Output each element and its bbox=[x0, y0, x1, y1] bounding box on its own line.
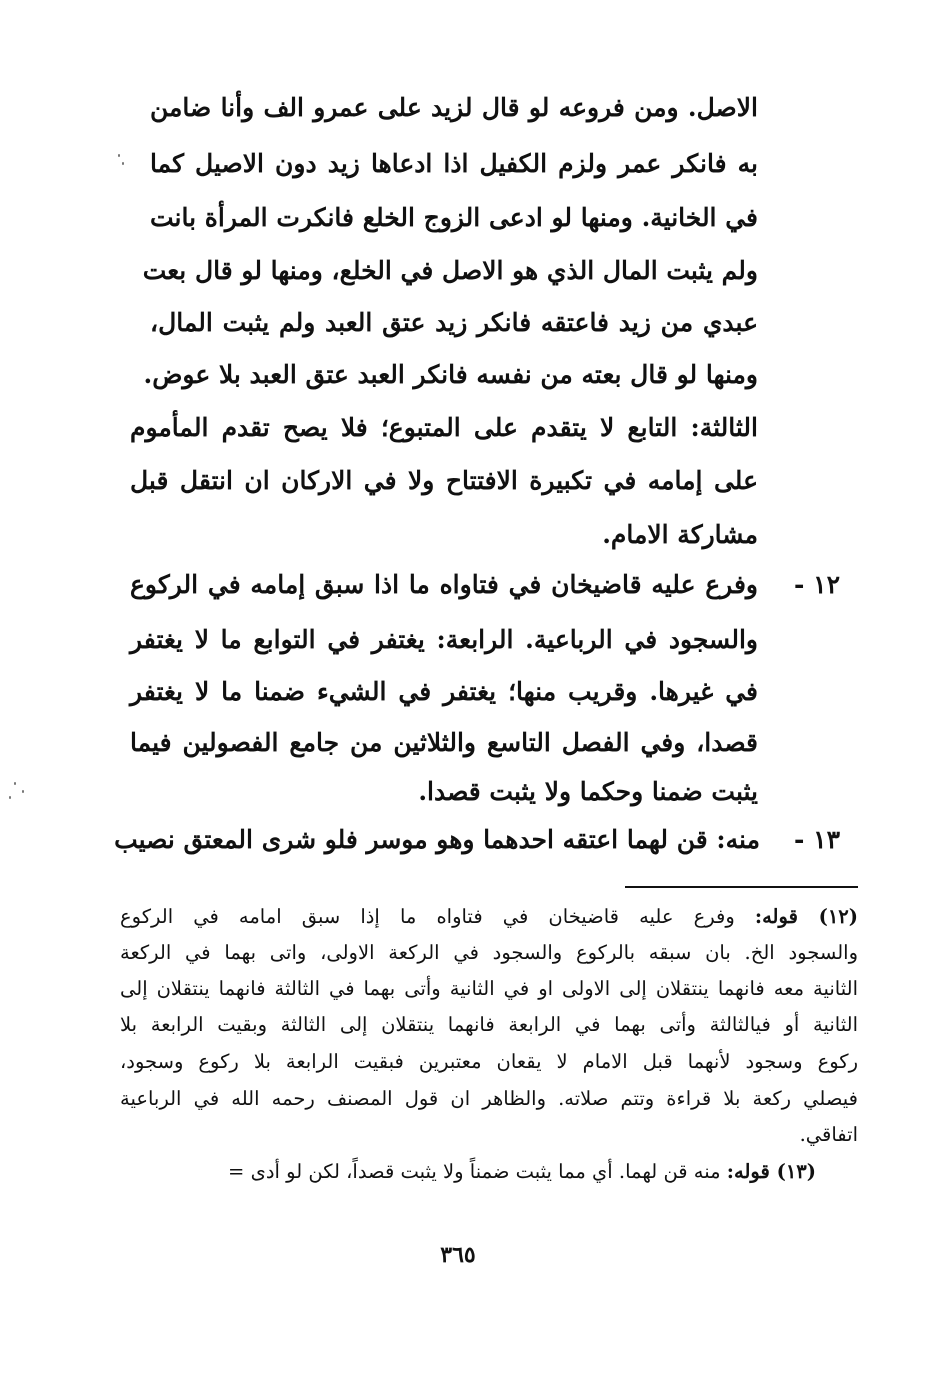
main-line-12: في غيرها. وقريب منها؛ يغتفر في الشيء ضمنا ما لا يغتفر bbox=[130, 677, 758, 706]
main-line-14: يثبت ضمنا وحكما ولا يثبت قصدا. bbox=[418, 777, 758, 806]
main-line-7: الثالثة: التابع لا يتقدم على المتبوع؛ فلا يصح تقدم المأموم bbox=[130, 413, 758, 442]
footnote-12-line-6: فيصلي ركعة بلا قراءة وتتم صلاته. والظاهر ان قول المصنف رحمه الله في الرباعية bbox=[120, 1087, 858, 1110]
main-line-2: به فانكر عمر ولزم الكفيل اذا ادعاها زيد دون الاصيل كما bbox=[150, 149, 758, 178]
footnote-13-label: (١٣) قوله: bbox=[726, 1160, 816, 1183]
footnote-12-label: (١٢) قوله: bbox=[754, 905, 859, 928]
footnote-12-line-5: ركوع وسجود لأنهما قبل الامام لا يقعان معتبرين فبقيت الرابعة بلا ركوع وسجود، bbox=[120, 1050, 858, 1073]
footnote-12-line-3: الثانية معه فانهما ينتقلان إلى الاولى او في الثانية وأتى بهما في الثالثة فانهما ينتقلان إلى bbox=[120, 977, 858, 1000]
footnote-12-line-4: الثانية أو فيالثالثة وأتى بهما في الرابعة فانهما ينتقلان إلى الثالثة وبقيت الرابعة بلا bbox=[120, 1013, 858, 1036]
footnote-12-line-2: والسجود الخ. بان سبقه بالركوع والسجود في الركعة الاولى، واتى بهما في الركعة bbox=[120, 941, 858, 964]
scan-speck bbox=[118, 154, 120, 157]
main-line-15: منه: قن لهما اعتقه احدهما وهو موسر فلو شرى المعتق نصيب bbox=[114, 825, 760, 854]
main-line-3: في الخانية. ومنها لو ادعى الزوج الخلع فانكرت المرأة بانت bbox=[149, 203, 758, 232]
footnote-12-line-1 bbox=[120, 902, 858, 932]
main-line-10: وفرع عليه قاضيخان في فتاواه ما اذا سبق إمامه في الركوع bbox=[130, 570, 758, 599]
footnote-separator bbox=[625, 886, 858, 888]
footnote-13-text: منه قن لهما. أي مما يثبت ضمناً ولا يثبت قصداً، لكن لو أدى = bbox=[228, 1160, 721, 1183]
main-line-11: والسجود في الرباعية. الرابعة: يغتفر في التوابع ما لا يغتفر bbox=[130, 625, 758, 654]
page-number: ٣٦٥ bbox=[440, 1242, 476, 1268]
item-number-13: ١٣ - bbox=[794, 825, 840, 854]
scan-speck bbox=[122, 162, 124, 165]
main-line-6: ومنها لو قال بعته من نفسه فانكر العبد عتق العبد بلا عوض. bbox=[143, 360, 758, 389]
main-line-1: الاصل. ومن فروعه لو قال لزيد على عمرو الف وأنا ضامن bbox=[150, 93, 758, 122]
main-line-9: مشاركة الامام. bbox=[602, 520, 758, 549]
footnote-13-line-1 bbox=[120, 1157, 816, 1187]
scan-speck bbox=[9, 796, 11, 799]
main-line-13: قصدا، وفي الفصل التاسع والثلاثين من جامع الفصولين فيما bbox=[130, 728, 758, 757]
scan-speck bbox=[14, 782, 16, 785]
footnote-12-text: وفرع عليه قاضيخان في فتاواه ما إذا سبق امامه في الركوع bbox=[120, 905, 735, 928]
footnote-12-line-7: اتفاقي. bbox=[799, 1123, 858, 1146]
scan-speck bbox=[22, 790, 24, 793]
item-number-12: ١٢ - bbox=[794, 570, 840, 599]
main-line-8: على إمامه في تكبيرة الافتتاح ولا في الاركان ان انتقل قبل bbox=[130, 466, 758, 495]
main-line-5: عبدي من زيد فاعتقه فانكر زيد عتق العبد ولم يثبت المال، bbox=[150, 308, 758, 337]
main-line-4: ولم يثبت المال الذي هو الاصل في الخلع، ومنها لو قال بعت bbox=[142, 256, 758, 285]
